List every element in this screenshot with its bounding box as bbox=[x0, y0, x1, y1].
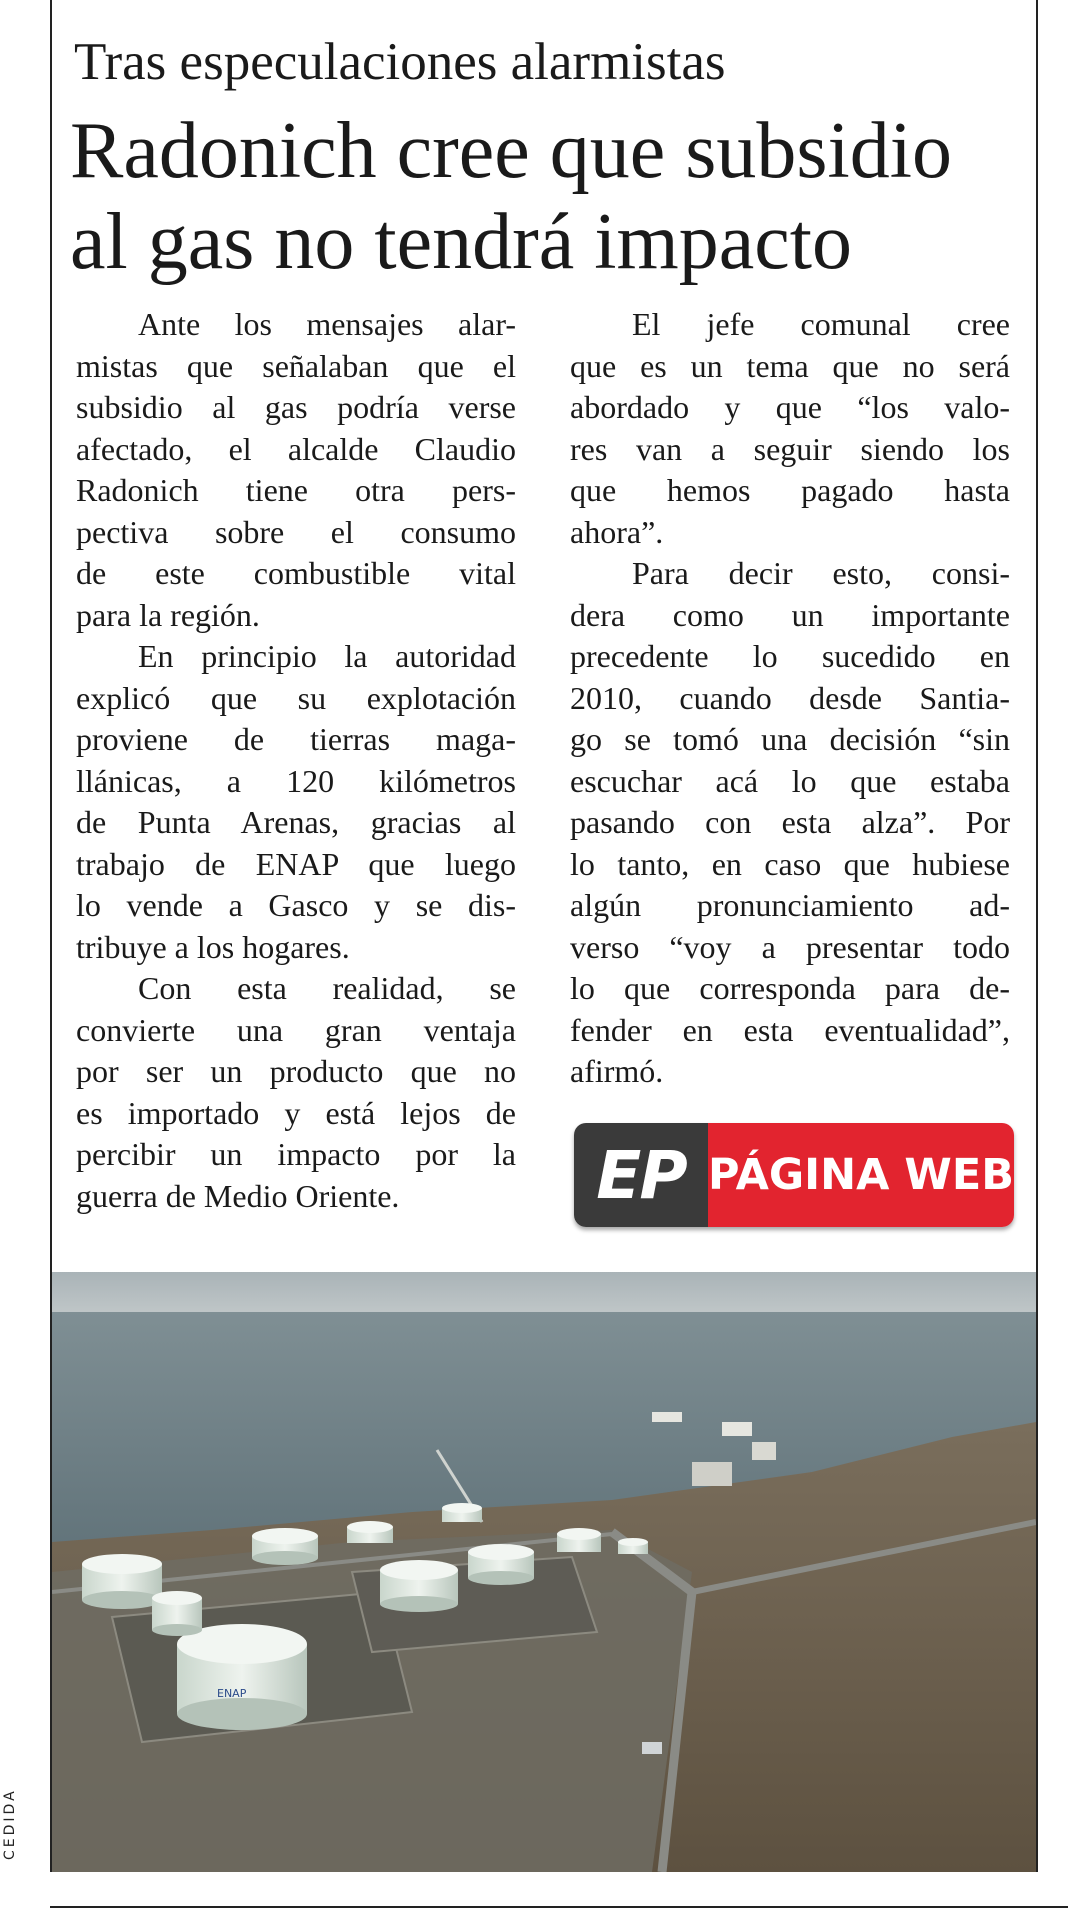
building bbox=[692, 1462, 732, 1486]
body-text-line: abordado y que “los valo- bbox=[570, 389, 1010, 425]
article-kicker: Tras especulaciones alarmistas bbox=[74, 33, 726, 91]
storage-tank bbox=[177, 1624, 307, 1730]
storage-tank bbox=[252, 1528, 318, 1565]
building bbox=[722, 1422, 752, 1436]
body-text-line: convierte una gran ventaja bbox=[76, 1011, 516, 1048]
storage-tank bbox=[468, 1544, 534, 1585]
body-text-line: escuchar acá lo que estaba bbox=[570, 762, 1010, 799]
tank-logo: ENAP bbox=[217, 1687, 247, 1700]
body-text-line: precedente lo sucedido en bbox=[570, 638, 1010, 674]
body-text-line: para la región. bbox=[76, 596, 260, 633]
pagina-web-label: PÁGINA WEB bbox=[708, 1123, 1014, 1227]
bottom-rule bbox=[50, 1906, 1068, 1908]
body-text-line: afectado, el alcalde Claudio bbox=[76, 430, 516, 467]
body-text-line: lo vende a Gasco y se dis- bbox=[76, 887, 516, 923]
body-text-line: El jefe comunal cree bbox=[632, 306, 1010, 342]
body-text-line: algún pronunciamiento ad- bbox=[570, 887, 1010, 923]
body-text-line: percibir un impacto por la bbox=[76, 1136, 516, 1172]
building bbox=[752, 1442, 776, 1460]
photo-credit: CEDIDA bbox=[2, 1788, 18, 1860]
body-text-line: Para decir esto, consi- bbox=[632, 555, 1010, 591]
body-text-line: En principio la autoridad bbox=[138, 638, 516, 674]
body-text-line: verso “voy a presentar todo bbox=[570, 928, 1010, 965]
body-text-line: fender en esta eventualidad”, bbox=[570, 1011, 1010, 1048]
body-text-line: por ser un producto que no bbox=[76, 1053, 516, 1089]
body-text-line: guerra de Medio Oriente. bbox=[76, 1177, 400, 1214]
body-text-line: afirmó. bbox=[570, 1053, 664, 1089]
body-text-line: go se tomó una decisión “sin bbox=[570, 721, 1010, 757]
body-text-line: que es un tema que no será bbox=[570, 347, 1010, 384]
body-text-line: Radonich tiene otra pers- bbox=[76, 472, 516, 508]
body-text-line: pectiva sobre el consumo bbox=[76, 513, 516, 550]
body-text-line: pasando con esta alza”. Por bbox=[570, 804, 1010, 840]
body-text-line: explicó que su explotación bbox=[76, 679, 516, 716]
body-text-line: proviene de tierras maga- bbox=[76, 721, 516, 757]
body-text-line: de este combustible vital bbox=[76, 555, 516, 591]
body-text-line: lo tanto, en caso que hubiese bbox=[570, 845, 1010, 882]
storage-tank bbox=[618, 1538, 648, 1554]
building bbox=[642, 1742, 662, 1754]
enap-plant-aerial-photo bbox=[52, 1272, 1036, 1872]
article-headline bbox=[70, 106, 1030, 288]
body-text-line: lo que corresponda para de- bbox=[570, 970, 1010, 1006]
body-text-line: Con esta realidad, se bbox=[138, 970, 516, 1006]
storage-tank bbox=[442, 1503, 482, 1522]
body-text-line: tribuye a los hogares. bbox=[76, 928, 350, 965]
article-column-left bbox=[76, 304, 516, 1217]
right-frame-rule bbox=[1036, 0, 1038, 1872]
body-text-line: de Punta Arenas, gracias al bbox=[76, 804, 516, 840]
article-column-right bbox=[570, 304, 1010, 1093]
body-text-line: Ante los mensajes alar- bbox=[138, 306, 516, 342]
body-text-line: dera como un importante bbox=[570, 596, 1010, 633]
body-text-line: 2010, cuando desde Santia- bbox=[570, 679, 1010, 716]
headline-line: Radonich cree que subsidio bbox=[70, 107, 952, 195]
body-text-line: res van a seguir siendo los bbox=[570, 430, 1010, 467]
body-text-line: mistas que señalaban que el bbox=[76, 347, 516, 384]
ep-pagina-web-banner[interactable] bbox=[574, 1123, 1014, 1227]
body-text-line: llánicas, a 120 kilómetros bbox=[76, 762, 516, 799]
body-text-line: trabajo de ENAP que luego bbox=[76, 845, 516, 882]
body-text-line: ahora”. bbox=[570, 513, 664, 550]
storage-tank bbox=[82, 1554, 162, 1609]
storage-tank bbox=[347, 1521, 393, 1543]
storage-tank bbox=[380, 1560, 458, 1612]
building bbox=[652, 1412, 682, 1422]
body-text-line: que hemos pagado hasta bbox=[570, 472, 1010, 508]
headline-line: al gas no tendrá impacto bbox=[70, 198, 852, 286]
body-text-line: subsidio al gas podría verse bbox=[76, 389, 516, 425]
body-text-line: es importado y está lejos de bbox=[76, 1094, 516, 1131]
ep-logo: EP bbox=[574, 1123, 708, 1227]
storage-tank bbox=[557, 1528, 601, 1552]
storage-tank bbox=[152, 1591, 202, 1636]
